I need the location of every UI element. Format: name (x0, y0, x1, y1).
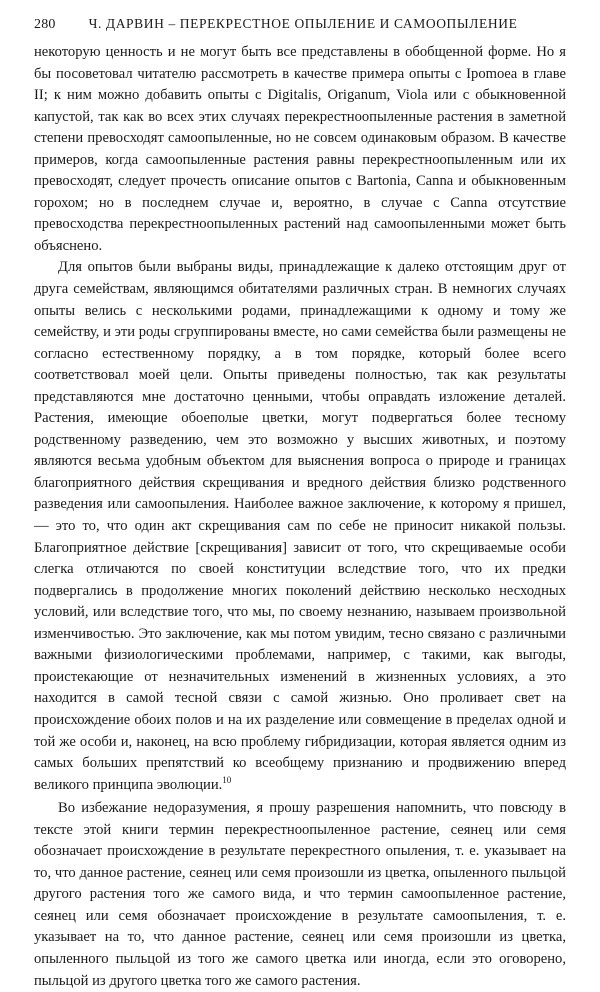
page-number: 280 (34, 17, 56, 32)
paragraph-2 (34, 257, 566, 796)
page-header (34, 16, 566, 42)
paragraph-2-text: Для опытов были выбраны виды, принадлежащие к далеко отстоящим друг от друга семействам, являющимся обитателями различных стран. В немногих случаях опыты велись с несколькими родами, принадлежащими к одному и тому же семейству, и эти роды сгруппированы вместе, но сами семейства были размещены не согласно естественному порядку, а в том порядке, который более всего соответствовал моей цели. Опыты приведены полностью, так как результаты представляются мне достаточно ценными, чтобы оправдать изложение деталей. Растения, имеющие обоеполые цветки, могут подвергаться более тесному родственному разведению, чем это возможно у высших животных, и поэтому являются весьма удобным объектом для выяснения вопроса о природе и границах благоприятного действия скрещивания и вредного действия близко родственного разведения или самоопыления. Наиболее важное заключение, к которому я пришел, — это то, что один акт скрещивания сам по себе не приносит никакой пользы. Благоприятное действие [скрещивания] зависит от того, что скрещиваемые особи слегка отличаются по своей конституции вследствие того, что их предки подвергались в продолжение многих поколений действию несколько несходных условий, или вследствие того, что мы, по своему незнанию, называем произвольной изменчивостью. Это заключение, как мы потом увидим, тесно связано с различными важными физиологическими проблемами, например, с такими, как выгоды, проистекающие от незначительных изменений в жизненных условиях, а это находится в самой тесной связи с самой жизнью. Оно проливает свет на происхождение обоих полов и на их разделение или совмещение в пределах одной и той же особи и, наконец, на всю проблему гибридизации, которая является одним из самых больших препятствий ко всеобщему признанию и продвижению вперед великого принципа эволюции. (34, 259, 566, 793)
paragraph-1: некоторую ценность и не могут быть все представлены в обобщенной форме. Но я бы посоветовал читателю рассмотреть в качестве примера опыты с Ipomoea в главе II; к ним можно добавить опыты с Digitalis, Origanum, Viola или с обыкновенной капустой, так как во всех этих случаях перекрестноопыленные растения в заметной степени превосходят самоопыленные, но не совсем одинаковым образом. В качестве примеров, когда самоопыленные растения равны перекрестноопыленным или их превосходят, следует прочесть описание опытов с Bartonia, Canna и обыкновенным горохом; но в последнем случае и, вероятно, в случае с Canna отсутствие превосходства перекрестноопыленных растений над самоопыленными может быть объяснено. (34, 44, 566, 254)
page-body (34, 42, 566, 992)
paragraph-3: Во избежание недоразумения, я прошу разрешения напомнить, что повсюду в тексте этой книги термин перекрестноопыленное растение, сеянец или семя обозначает происхождение в результате перекрестного опыления, т. е. указывает на то, что данное растение, сеянец или семя произошли из цветка, опыленного пыльцой другого растения того же самого вида, и что термин самоопыленное растение, сеянец или семя обозначает происхождение в результате самоопыления, т. е. указывает на то, что данное растение, сеянец или семя произошли из цветка, опыленного пыльцой из того же самого цветка или иногда, если это оговорено, пыльцой из другого цветка того же самого растения. (34, 800, 566, 989)
footnote-marker: 10 (222, 774, 232, 785)
running-title: Ч. ДАРВИН – ПЕРЕКРЕСТНОЕ ОПЫЛЕНИЕ И САМООПЫЛЕНИЕ (88, 16, 518, 31)
